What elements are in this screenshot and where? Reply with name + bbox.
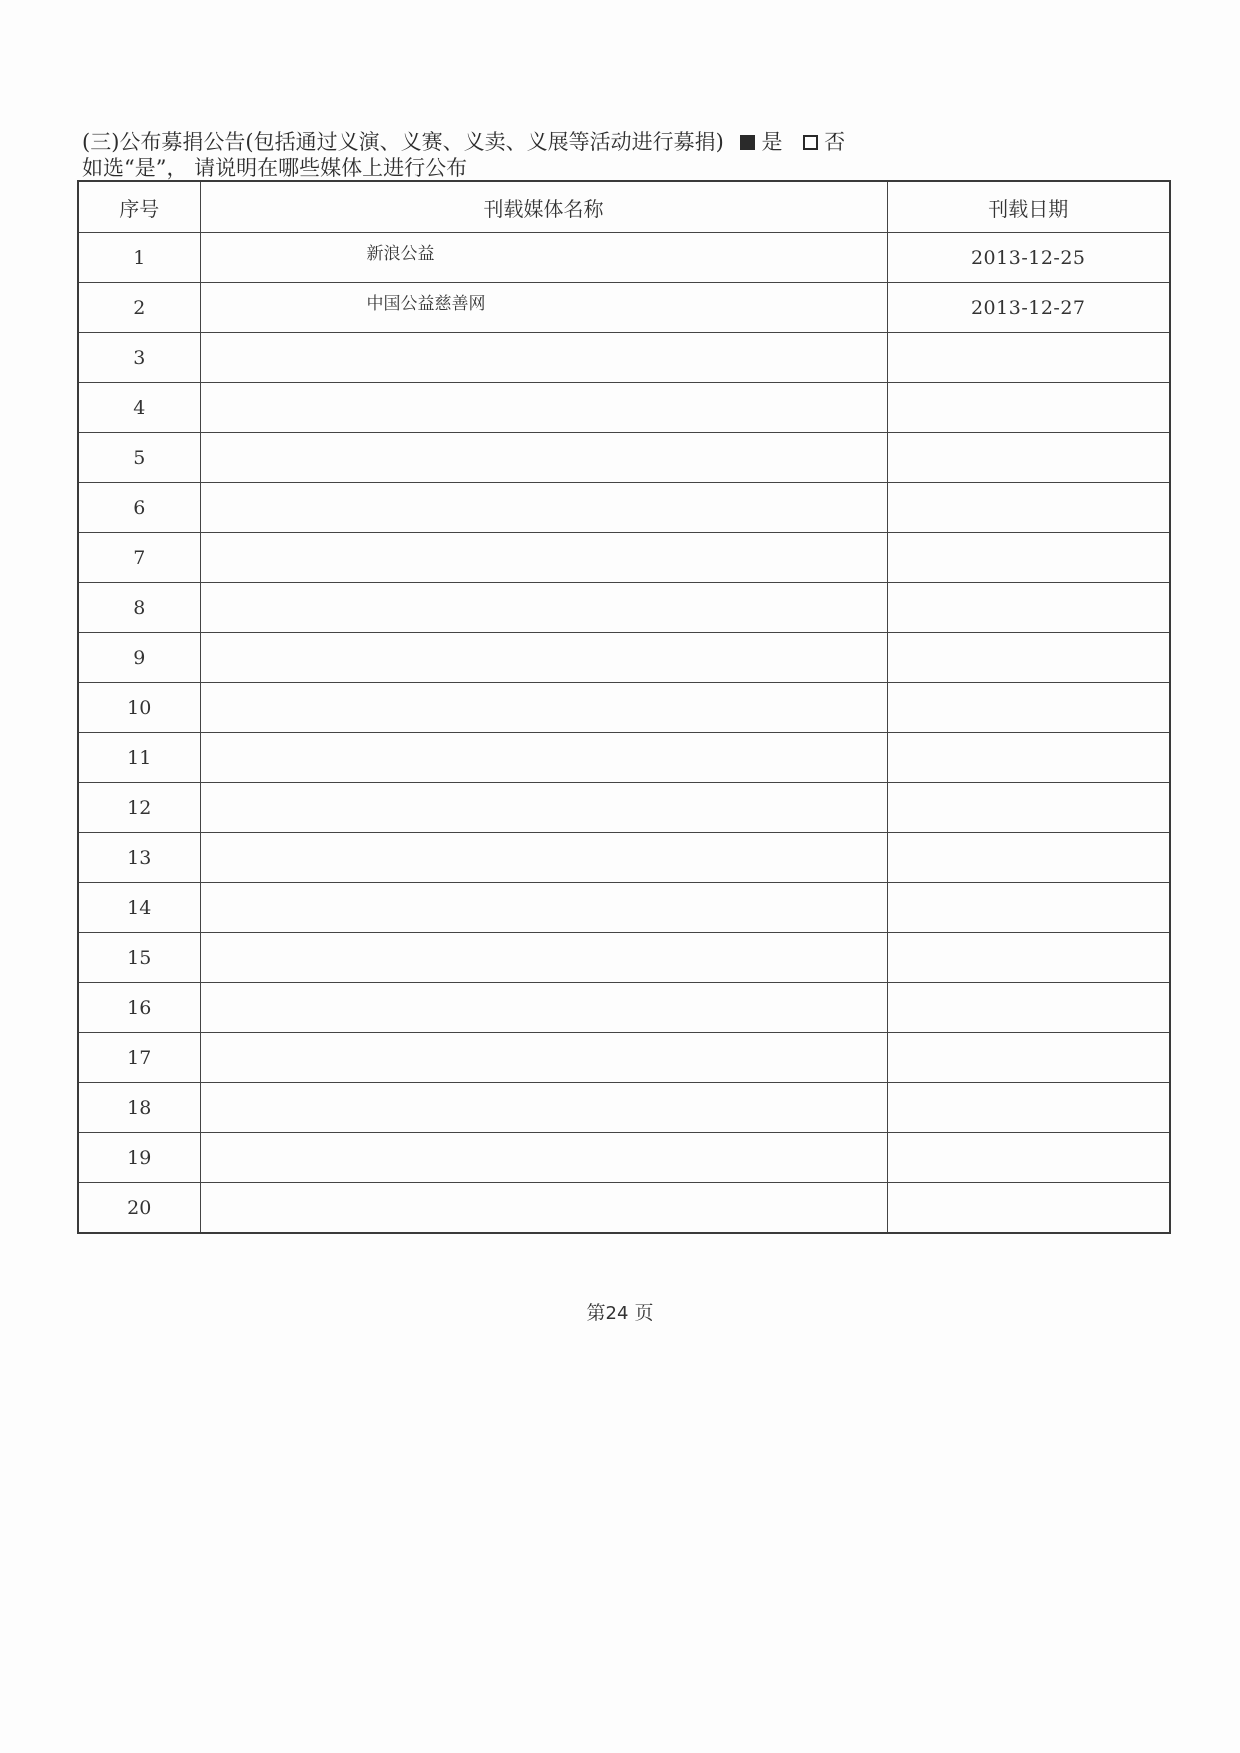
- publication-date[interactable]: [887, 383, 1170, 433]
- section-title: (三)公布募捐公告(包括通过义演、义赛、义卖、义展等活动进行募捐): [82, 130, 724, 154]
- table-row: [78, 883, 1170, 933]
- media-name-cell[interactable]: [200, 483, 887, 533]
- row-index: 8: [78, 583, 200, 633]
- yes-checkbox[interactable]: [740, 135, 755, 150]
- table-row: [78, 583, 1170, 633]
- publication-date[interactable]: [887, 483, 1170, 533]
- publication-date[interactable]: [887, 833, 1170, 883]
- footer-suffix: 页: [634, 1302, 654, 1324]
- page-number: 24: [605, 1303, 629, 1324]
- page-footer: [0, 1298, 1240, 1325]
- row-index: 15: [78, 933, 200, 983]
- footer-prefix: 第: [586, 1302, 606, 1324]
- table-row: [78, 683, 1170, 733]
- table-row: [78, 933, 1170, 983]
- media-name-cell[interactable]: [200, 933, 887, 983]
- media-name-cell[interactable]: [200, 433, 887, 483]
- table-row: [78, 1083, 1170, 1133]
- row-index: 1: [78, 233, 200, 283]
- table-row: [78, 483, 1170, 533]
- media-name-cell[interactable]: [200, 1033, 887, 1083]
- header-index: 序号: [78, 181, 200, 233]
- media-name: 中国公益慈善网: [366, 294, 486, 314]
- header-media-name: 刊载媒体名称: [200, 181, 887, 233]
- row-index: 2: [78, 283, 200, 333]
- media-name-cell[interactable]: [200, 233, 887, 283]
- publication-date[interactable]: [887, 533, 1170, 583]
- table-row: [78, 983, 1170, 1033]
- table-row: [78, 333, 1170, 383]
- media-name-cell[interactable]: [200, 683, 887, 733]
- row-index: 9: [78, 633, 200, 683]
- no-label: 否: [824, 130, 846, 154]
- table-row: [78, 233, 1170, 283]
- publication-date[interactable]: [887, 583, 1170, 633]
- publication-date[interactable]: [887, 1033, 1170, 1083]
- table-row: [78, 733, 1170, 783]
- publication-date[interactable]: [887, 1083, 1170, 1133]
- row-index: 11: [78, 733, 200, 783]
- row-index: 18: [78, 1083, 200, 1133]
- publication-date[interactable]: [887, 433, 1170, 483]
- media-name-cell[interactable]: [200, 533, 887, 583]
- table-header-row: [78, 181, 1170, 233]
- publication-date[interactable]: [887, 883, 1170, 933]
- yes-label: 是: [761, 130, 783, 154]
- media-name-cell[interactable]: [200, 883, 887, 933]
- media-name-cell[interactable]: [200, 1183, 887, 1234]
- table-row: [78, 833, 1170, 883]
- table-row: [78, 383, 1170, 433]
- table-row: [78, 633, 1170, 683]
- row-index: 13: [78, 833, 200, 883]
- table-row: [78, 783, 1170, 833]
- section-title-line: [82, 130, 849, 154]
- media-name-cell[interactable]: [200, 583, 887, 633]
- media-name-cell[interactable]: [200, 333, 887, 383]
- media-name-cell[interactable]: [200, 283, 887, 333]
- table-row: [78, 533, 1170, 583]
- publication-date[interactable]: [887, 933, 1170, 983]
- publication-date[interactable]: [887, 633, 1170, 683]
- media-name-cell[interactable]: [200, 733, 887, 783]
- media-publication-table: [77, 180, 1171, 1234]
- table-row: [78, 433, 1170, 483]
- publication-date[interactable]: 2013-12-27: [887, 283, 1170, 333]
- row-index: 10: [78, 683, 200, 733]
- header-date: 刊载日期: [887, 181, 1170, 233]
- media-name-cell[interactable]: [200, 383, 887, 433]
- row-index: 19: [78, 1133, 200, 1183]
- instruction-text: 如选“是”， 请说明在哪些媒体上进行公布: [82, 156, 468, 180]
- media-name-cell[interactable]: [200, 983, 887, 1033]
- publication-date[interactable]: [887, 1183, 1170, 1234]
- table-row: [78, 1133, 1170, 1183]
- row-index: 14: [78, 883, 200, 933]
- publication-date[interactable]: [887, 733, 1170, 783]
- row-index: 12: [78, 783, 200, 833]
- publication-date[interactable]: [887, 1133, 1170, 1183]
- publication-date[interactable]: [887, 333, 1170, 383]
- media-name-cell[interactable]: [200, 1083, 887, 1133]
- table-body: [78, 233, 1170, 1234]
- publication-date[interactable]: 2013-12-25: [887, 233, 1170, 283]
- table-row: [78, 283, 1170, 333]
- row-index: 4: [78, 383, 200, 433]
- row-index: 17: [78, 1033, 200, 1083]
- row-index: 3: [78, 333, 200, 383]
- row-index: 6: [78, 483, 200, 533]
- publication-date[interactable]: [887, 983, 1170, 1033]
- table-row: [78, 1033, 1170, 1083]
- row-index: 20: [78, 1183, 200, 1234]
- publication-date[interactable]: [887, 783, 1170, 833]
- row-index: 7: [78, 533, 200, 583]
- media-name-cell[interactable]: [200, 783, 887, 833]
- no-checkbox[interactable]: [803, 135, 818, 150]
- media-name-cell[interactable]: [200, 633, 887, 683]
- media-name: 新浪公益: [366, 244, 435, 264]
- publication-date[interactable]: [887, 683, 1170, 733]
- row-index: 16: [78, 983, 200, 1033]
- media-name-cell[interactable]: [200, 1133, 887, 1183]
- media-name-cell[interactable]: [200, 833, 887, 883]
- row-index: 5: [78, 433, 200, 483]
- table-row: [78, 1183, 1170, 1234]
